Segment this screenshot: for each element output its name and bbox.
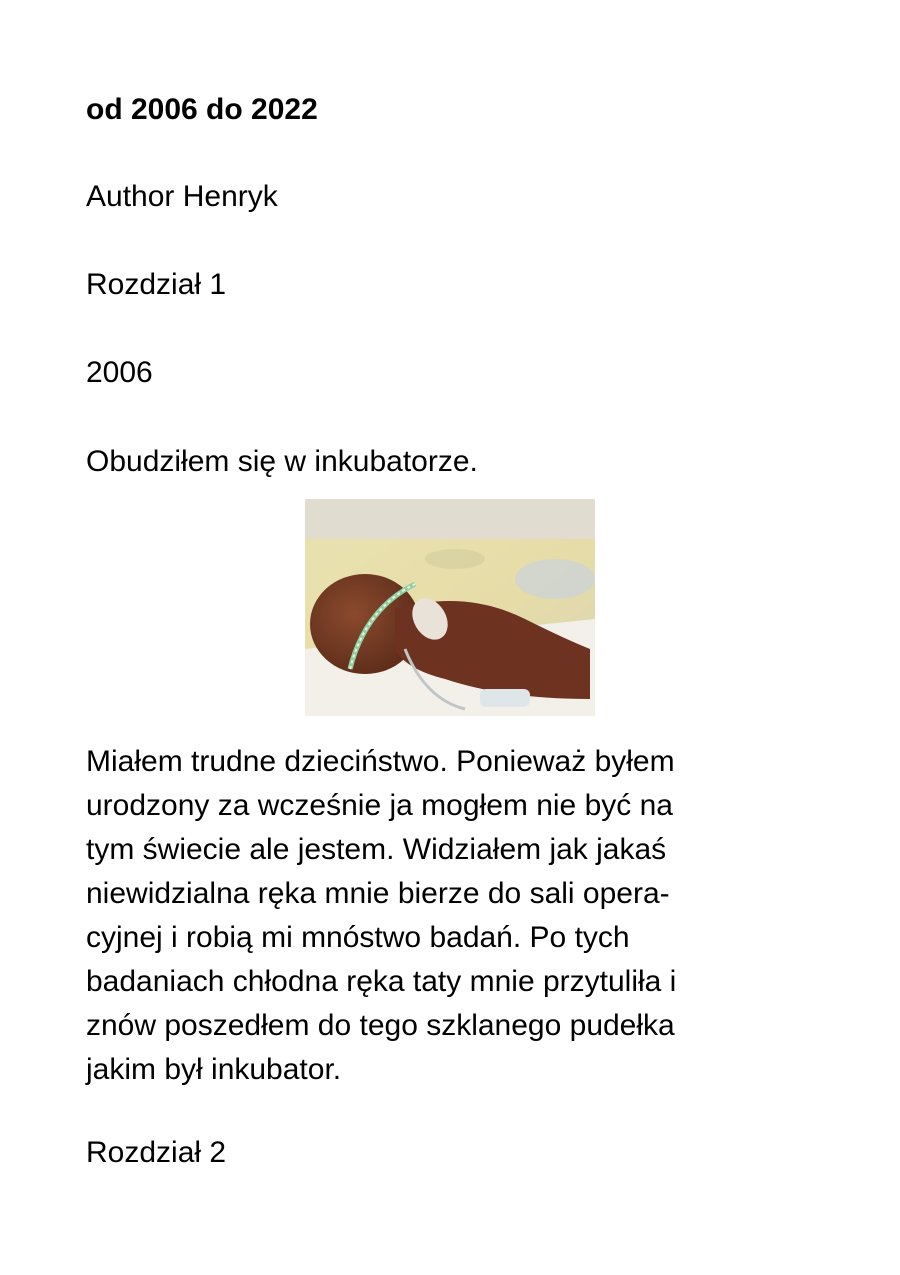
chapter-heading: Rozdział 1	[86, 268, 227, 301]
year-heading: 2006	[86, 356, 153, 389]
paragraph-line: jakim był inkubator.	[86, 1053, 342, 1086]
chapter-paragraph	[86, 740, 676, 1092]
paragraph-line: znów poszedłem do tego szklanego pudełka	[86, 1009, 675, 1042]
paragraph-line: cyjnej i robią mi mnóstwo badań. Po tych	[86, 921, 630, 954]
paragraph-line: badaniach chłodna ręka taty mnie przytuliła i	[86, 965, 677, 998]
paragraph-line: tym świecie ale jestem. Widziałem jak jakaś	[86, 833, 667, 866]
incubator-photo	[305, 499, 595, 716]
paragraph-line: urodzony za wcześnie ja mogłem nie być na	[86, 789, 673, 822]
intro-sentence: Obudziłem się w inkubatorze.	[86, 445, 478, 478]
chapter-heading: Rozdział 2	[86, 1136, 227, 1169]
author-line: Author Henryk	[86, 180, 278, 213]
paragraph-line: niewidzialna ręka mnie bierze do sali opera-	[86, 877, 670, 910]
document-title: od 2006 do 2022	[86, 93, 318, 126]
paragraph-line: Miałem trudne dzieciństwo. Ponieważ byłem	[86, 745, 675, 778]
